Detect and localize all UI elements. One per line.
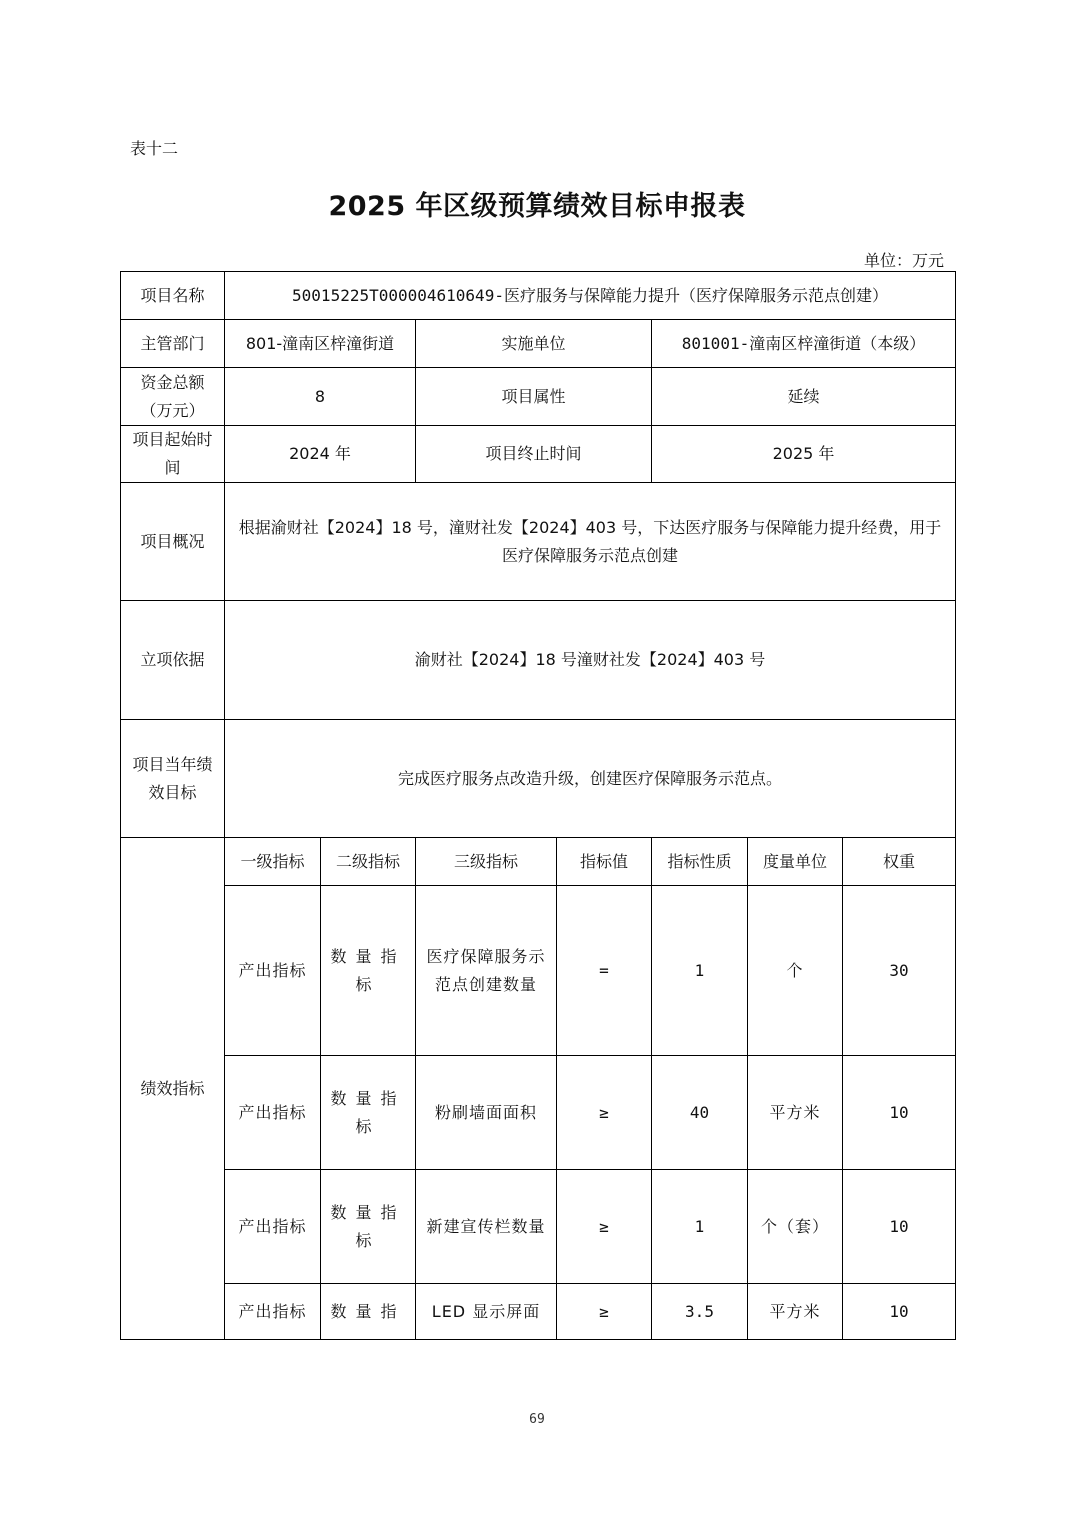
basis-value: 渝财社【2024】18 号潼财社发【2024】403 号	[225, 601, 956, 720]
measure-unit: 个	[748, 886, 843, 1056]
indicator-row	[121, 886, 956, 1056]
budget-performance-table	[120, 271, 956, 1340]
overview-label: 项目概况	[121, 483, 225, 601]
department-value: 801-潼南区梓潼街道	[225, 320, 416, 368]
project-attribute-value: 延续	[652, 368, 956, 426]
indicator-value: 3.5	[652, 1284, 748, 1340]
start-time-label: 项目起始时间	[121, 426, 225, 483]
annual-goal-value: 完成医疗服务点改造升级，创建医疗保障服务示范点。	[225, 720, 956, 838]
start-time-value: 2024 年	[225, 426, 416, 483]
indicator-weight: 10	[843, 1284, 956, 1340]
column-header: 一级指标	[225, 838, 321, 886]
measure-unit: 个（套）	[748, 1170, 843, 1284]
column-header: 度量单位	[748, 838, 843, 886]
overview-row	[121, 483, 956, 601]
column-header: 指标值	[557, 838, 652, 886]
implementing-unit-label: 实施单位	[416, 320, 652, 368]
indicator-operator: =	[557, 886, 652, 1056]
end-time-label: 项目终止时间	[416, 426, 652, 483]
basis-row	[121, 601, 956, 720]
indicator-row	[121, 1056, 956, 1170]
department-label: 主管部门	[121, 320, 225, 368]
fund-total-label: 资金总额（万元）	[121, 368, 225, 426]
indicator-operator: ≥	[557, 1284, 652, 1340]
indicator-value: 1	[652, 886, 748, 1056]
column-header: 指标性质	[652, 838, 748, 886]
indicator-operator: ≥	[557, 1056, 652, 1170]
department-row	[121, 320, 956, 368]
level1-indicator: 产出指标	[225, 1170, 321, 1284]
fund-total-value: 8	[225, 368, 416, 426]
level2-indicator: 数量指标	[321, 1170, 416, 1284]
indicator-weight: 10	[843, 1056, 956, 1170]
annual-goal-label: 项目当年绩效目标	[121, 720, 225, 838]
indicator-value: 40	[652, 1056, 748, 1170]
level2-indicator: 数量指	[321, 1284, 416, 1340]
level1-indicator: 产出指标	[225, 1056, 321, 1170]
project-name-row	[121, 272, 956, 320]
indicator-header-row	[121, 838, 956, 886]
level3-indicator: 新建宣传栏数量	[416, 1170, 557, 1284]
indicators-section-label: 绩效指标	[121, 838, 225, 1340]
overview-value: 根据渝财社【2024】18 号，潼财社发【2024】403 号，下达医疗服务与保障能力提升经费，用于医疗保障服务示范点创建	[225, 483, 956, 601]
project-name-value: 50015225T000004610649-医疗服务与保障能力提升（医疗保障服务示范点创建）	[225, 272, 956, 320]
indicator-weight: 10	[843, 1170, 956, 1284]
level2-indicator: 数量指标	[321, 1056, 416, 1170]
level3-indicator: 医疗保障服务示范点创建数量	[416, 886, 557, 1056]
measure-unit: 平方米	[748, 1284, 843, 1340]
level1-indicator: 产出指标	[225, 886, 321, 1056]
indicator-value: 1	[652, 1170, 748, 1284]
indicator-row	[121, 1284, 956, 1340]
page-number: 69	[529, 1412, 545, 1427]
page-title: 2025 年区级预算绩效目标申报表	[328, 191, 746, 222]
indicator-operator: ≥	[557, 1170, 652, 1284]
unit-label: 单位：万元	[863, 251, 944, 270]
period-row	[121, 426, 956, 483]
column-header: 二级指标	[321, 838, 416, 886]
level3-indicator: LED 显示屏面	[416, 1284, 557, 1340]
level1-indicator: 产出指标	[225, 1284, 321, 1340]
project-attribute-label: 项目属性	[416, 368, 652, 426]
table-number-label: 表十二	[130, 139, 179, 158]
column-header: 权重	[843, 838, 956, 886]
measure-unit: 平方米	[748, 1056, 843, 1170]
project-name-label: 项目名称	[121, 272, 225, 320]
fund-row	[121, 368, 956, 426]
level3-indicator: 粉刷墙面面积	[416, 1056, 557, 1170]
annual-goal-row	[121, 720, 956, 838]
basis-label: 立项依据	[121, 601, 225, 720]
level2-indicator: 数量指标	[321, 886, 416, 1056]
indicator-weight: 30	[843, 886, 956, 1056]
column-header: 三级指标	[416, 838, 557, 886]
indicator-row	[121, 1170, 956, 1284]
implementing-unit-value: 801001-潼南区梓潼街道（本级）	[652, 320, 956, 368]
end-time-value: 2025 年	[652, 426, 956, 483]
